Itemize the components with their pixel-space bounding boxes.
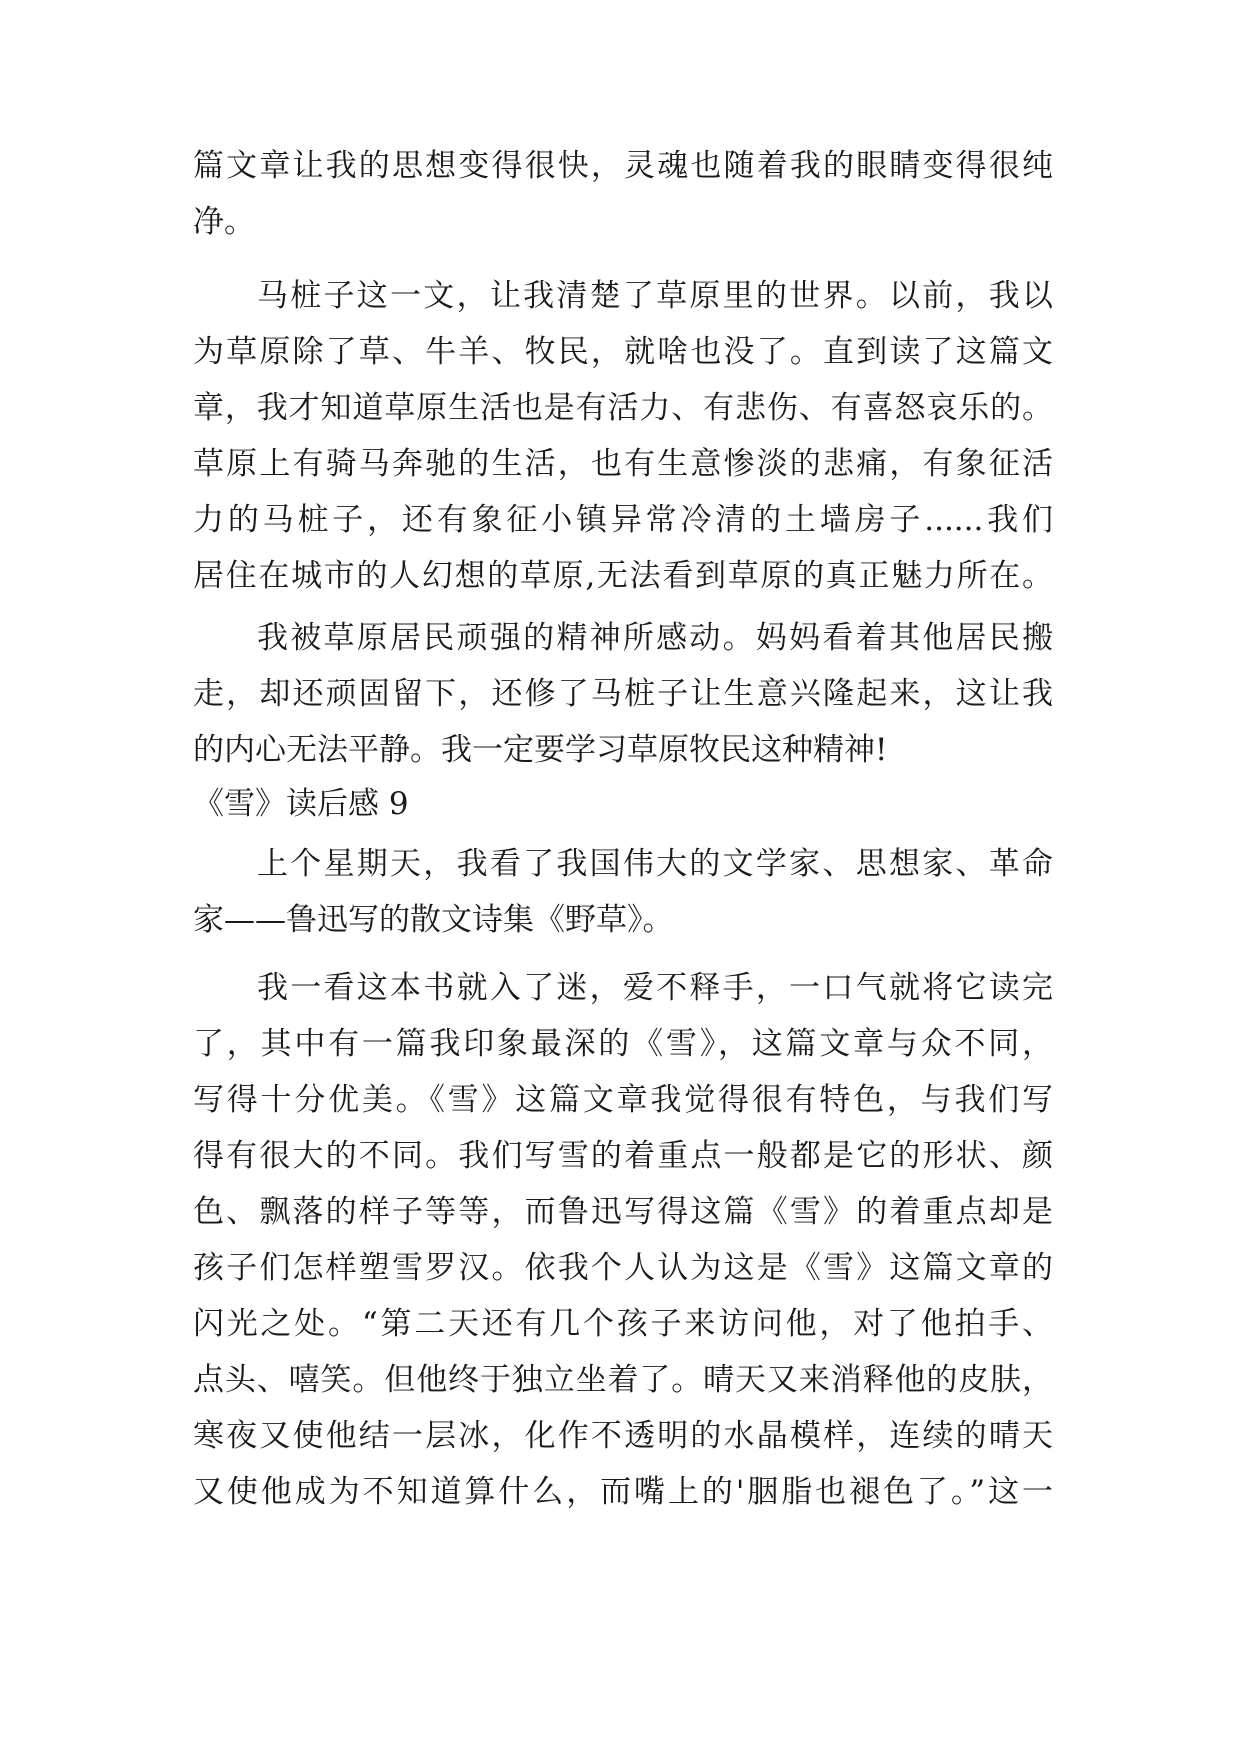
paragraph-line: 孩子们怎样塑雪罗汉。依我个人认为这是《雪》这篇文章的 [193, 1250, 1053, 1286]
paragraph-line: 点头、嘻笑。但他终于独立坐着了。晴天又来消释他的皮肤， [193, 1362, 1053, 1398]
paragraph-line: 寒夜又使他结一层冰，化作不透明的水晶模样，连续的晴天 [193, 1418, 1053, 1454]
paragraph-line: 篇文章让我的思想变得很快，灵魂也随着我的眼睛变得很纯 [193, 148, 1053, 184]
paragraph-line: 我被草原居民顽强的精神所感动。妈妈看着其他居民搬 [257, 620, 1053, 656]
paragraph-line: 的内心无法平静。我一定要学习草原牧民这种精神! [193, 732, 888, 768]
paragraph-line: 力的马桩子，还有象征小镇异常冷清的土墙房子......我们 [193, 502, 1053, 538]
paragraph-line: 为草原除了草、牛羊、牧民，就啥也没了。直到读了这篇文 [193, 334, 1053, 370]
paragraph-line: 我一看这本书就入了迷，爱不释手，一口气就将它读完 [257, 970, 1053, 1006]
paragraph-line: 闪光之处。“第二天还有几个孩子来访问他，对了他拍手、 [193, 1306, 1053, 1342]
paragraph-line: 马桩子这一文，让我清楚了草原里的世界。以前，我以 [257, 278, 1053, 314]
paragraph-line: 又使他成为不知道算什么，而嘴上的'胭脂也褪色了。”这一 [193, 1474, 1053, 1510]
paragraph-line: 章，我才知道草原生活也是有活力、有悲伤、有喜怒哀乐的。 [193, 390, 1053, 426]
section-heading: 《雪》读后感 9 [193, 786, 409, 822]
paragraph-line: 走，却还顽固留下，还修了马桩子让生意兴隆起来，这让我 [193, 676, 1053, 712]
paragraph-line: 得有很大的不同。我们写雪的着重点一般都是它的形状、颜 [193, 1138, 1053, 1174]
paragraph-line: 了，其中有一篇我印象最深的《雪》，这篇文章与众不同， [193, 1026, 1053, 1062]
paragraph-line: 家——鲁迅写的散文诗集《野草》。 [193, 902, 674, 938]
paragraph-line: 草原上有骑马奔驰的生活，也有生意惨淡的悲痛，有象征活 [193, 446, 1053, 482]
paragraph-line: 色、飘落的样子等等，而鲁迅写得这篇《雪》的着重点却是 [193, 1194, 1053, 1230]
paragraph-line: 写得十分优美。《雪》这篇文章我觉得很有特色，与我们写 [193, 1082, 1053, 1118]
paragraph-line: 居住在城市的人幻想的草原,无法看到草原的真正魅力所在。 [193, 558, 1053, 594]
paragraph-line: 上个星期天，我看了我国伟大的文学家、思想家、革命 [257, 846, 1053, 882]
paragraph-line: 净。 [193, 204, 255, 240]
